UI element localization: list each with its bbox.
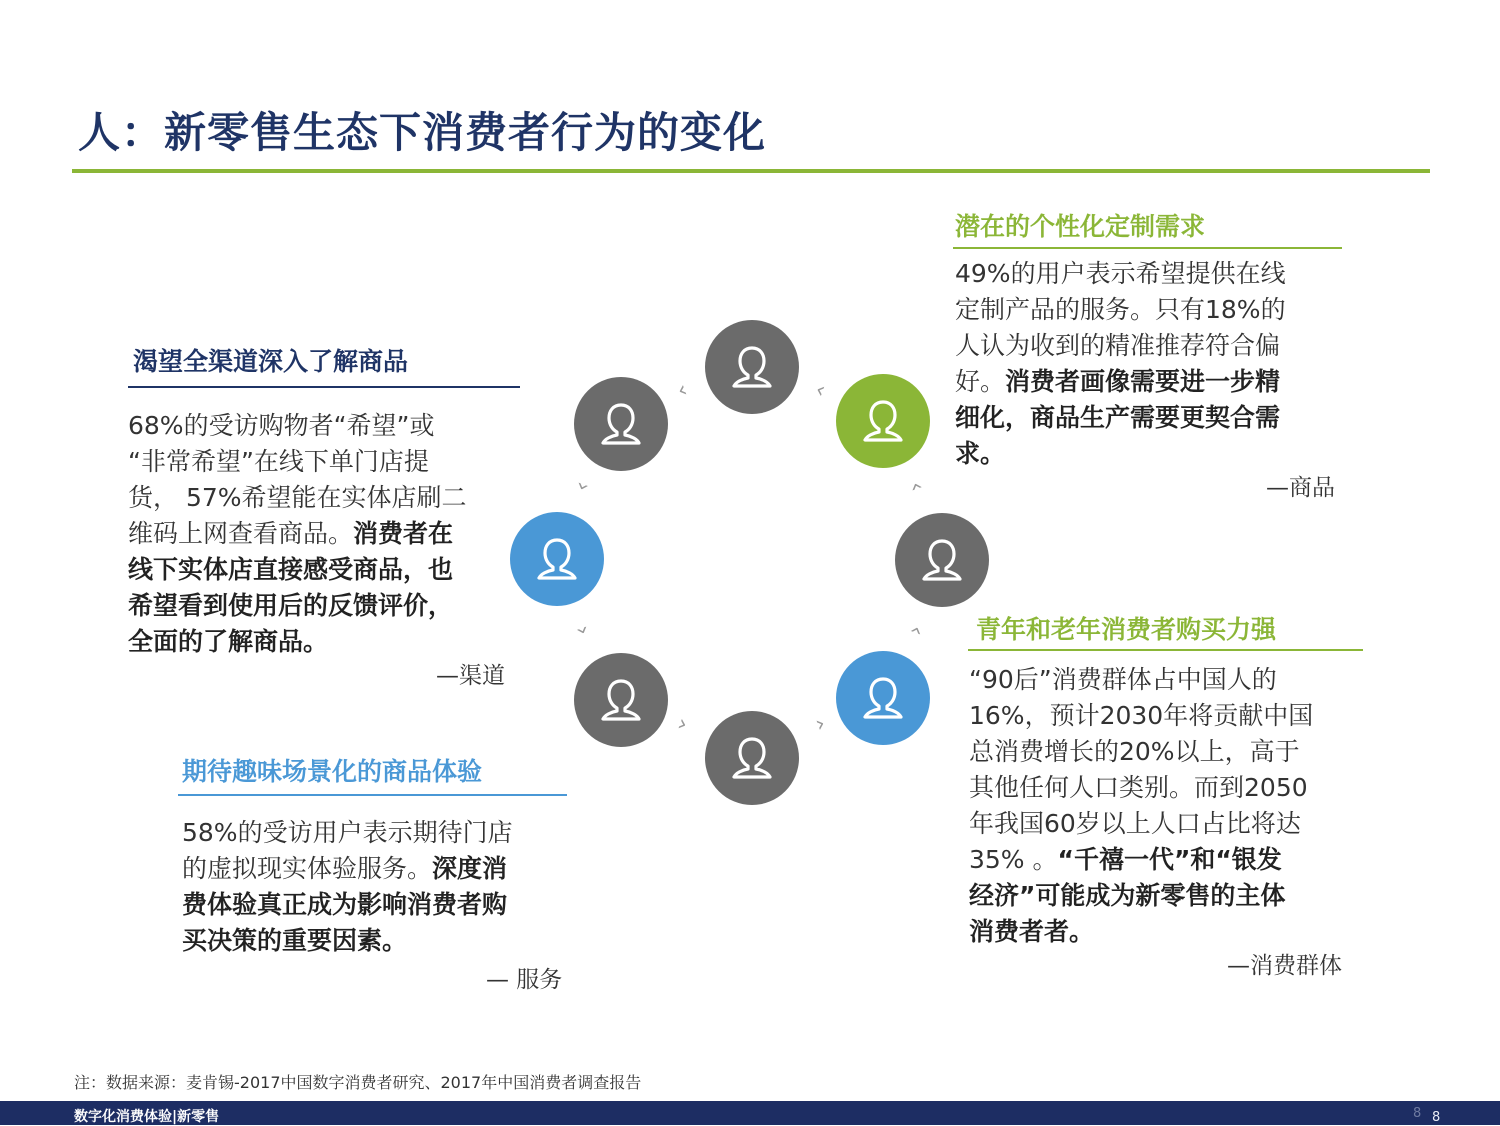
body-text-plain: 人认为收到的精准推荐符合偏 <box>955 331 1281 360</box>
chevron-down-icon: ‹ <box>569 622 596 639</box>
body-text-bold: 细化，商品生产需要更契合需 <box>955 403 1281 432</box>
body-line <box>955 292 1350 328</box>
section-rule-product <box>953 247 1342 249</box>
body-line <box>955 328 1350 364</box>
chevron-down-icon: ‹ <box>569 478 596 495</box>
chevron-right-icon: ‹ <box>811 711 829 738</box>
body-text-bold: 费体验真正成为影响消费者购 <box>182 890 508 919</box>
body-text-plain: 好。 <box>955 367 1006 396</box>
section-heading-channel: 渴望全渠道深入了解商品 <box>133 347 409 376</box>
user-icon <box>593 396 649 452</box>
section-body-group <box>969 662 1364 950</box>
body-line <box>128 444 523 480</box>
body-text-plain: 维码上网查看商品。 <box>128 519 354 548</box>
body-line <box>128 552 523 588</box>
section-body-product <box>955 256 1350 472</box>
body-line <box>955 400 1350 436</box>
body-line <box>128 516 523 552</box>
body-line <box>955 364 1350 400</box>
ring-node-lower-left <box>574 653 668 747</box>
body-text-bold: 线下实体店直接感受商品，也 <box>128 555 454 584</box>
body-text-bold: 希望看到使用后的反馈评价， <box>128 591 454 620</box>
body-text-bold: 消费者者。 <box>969 917 1095 946</box>
body-text-plain: “90后”消费群体占中国人的 <box>969 665 1277 694</box>
body-line <box>182 851 577 887</box>
chevron-right-icon: ‹ <box>673 711 691 738</box>
body-line <box>969 914 1364 950</box>
body-text-plain: 68%的受访购物者“希望”或 <box>128 411 435 440</box>
body-text-plain: 其他任何人口类别。而到2050 <box>969 773 1308 802</box>
body-text-plain: “非常希望”在线下单门店提 <box>128 447 429 476</box>
body-line <box>969 842 1364 878</box>
body-line <box>955 256 1350 292</box>
body-text-plain: 货， 57%希望能在实体店刷二 <box>128 483 467 512</box>
section-sign-channel: —渠道 <box>436 663 505 689</box>
body-line <box>969 806 1364 842</box>
chevron-left-icon: ‹ <box>811 377 829 404</box>
body-line <box>969 770 1364 806</box>
title-underline <box>72 169 1430 173</box>
body-line <box>182 815 577 851</box>
body-text-plain: 35% 。 <box>969 845 1058 874</box>
user-icon <box>593 672 649 728</box>
body-line <box>969 698 1364 734</box>
body-text-plain: 的虚拟现实体验服务。 <box>182 854 433 883</box>
ring-node-left <box>510 512 604 606</box>
user-icon <box>855 670 911 726</box>
footer-bar <box>0 1101 1500 1125</box>
section-heading-service: 期待趣味场景化的商品体验 <box>182 757 483 786</box>
user-icon <box>855 393 911 449</box>
ring-node-upper-right <box>836 374 930 468</box>
body-text-plain: 年我国60岁以上人口占比将达 <box>969 809 1301 838</box>
body-text-bold: 深度消 <box>432 854 508 883</box>
body-line <box>128 588 523 624</box>
body-text-plain: 定制产品的服务。只有18%的 <box>955 295 1286 324</box>
user-icon <box>724 339 780 395</box>
page-number: 8 <box>1432 1110 1441 1125</box>
section-sign-group: —消费群体 <box>1227 953 1342 979</box>
body-text-bold: 经济”可能成为新零售的主体 <box>969 881 1286 910</box>
body-text-bold: 全面的了解商品。 <box>128 627 329 656</box>
body-line <box>969 878 1364 914</box>
body-line <box>969 662 1364 698</box>
ring-node-right <box>895 513 989 607</box>
body-text-plain: 58%的受访用户表示期待门店 <box>182 818 513 847</box>
ring-node-upper-left <box>574 377 668 471</box>
section-rule-group <box>968 649 1363 651</box>
ring-node-lower-right <box>836 651 930 745</box>
user-icon <box>914 532 970 588</box>
body-line <box>969 734 1364 770</box>
source-note: 注：数据来源：麦肯锡-2017中国数字消费者研究、2017年中国消费者调查报告 <box>74 1073 642 1092</box>
section-sign-service: — 服务 <box>486 967 563 993</box>
user-icon <box>724 730 780 786</box>
chevron-up-icon: ‹ <box>903 478 930 495</box>
ring-node-top <box>705 320 799 414</box>
body-line <box>955 436 1350 472</box>
section-sign-product: —商品 <box>1266 475 1335 501</box>
body-text-plain: 16%，预计2030年将贡献中国 <box>969 701 1314 730</box>
user-icon <box>529 531 585 587</box>
chevron-up-icon: ‹ <box>903 622 930 639</box>
body-line <box>128 408 523 444</box>
body-text-bold: “千禧一代”和“银发 <box>1057 845 1282 874</box>
section-rule-channel <box>128 386 520 388</box>
footer-label: 数字化消费体验|新零售 <box>74 1109 220 1125</box>
ring-node-bottom <box>705 711 799 805</box>
body-line <box>182 887 577 923</box>
body-text-bold: 买决策的重要因素。 <box>182 926 408 955</box>
body-text-plain: 49%的用户表示希望提供在线 <box>955 259 1286 288</box>
section-heading-product: 潜在的个性化定制需求 <box>955 212 1206 241</box>
section-body-service <box>182 815 577 959</box>
section-heading-group: 青年和老年消费者购买力强 <box>976 615 1277 644</box>
page-number-shadow: 8 <box>1413 1106 1422 1121</box>
body-text-plain: 总消费增长的20%以上，高于 <box>969 737 1300 766</box>
chevron-left-icon: ‹ <box>673 377 691 404</box>
body-line <box>128 624 523 660</box>
body-line <box>128 480 523 516</box>
body-text-bold: 求。 <box>955 439 1006 468</box>
section-body-channel <box>128 408 523 660</box>
section-rule-service <box>178 794 567 796</box>
page-title: 人：新零售生态下消费者行为的变化 <box>78 108 767 157</box>
body-text-bold: 消费者画像需要进一步精 <box>1005 367 1281 396</box>
body-line <box>182 923 577 959</box>
body-text-bold: 消费者在 <box>353 519 454 548</box>
